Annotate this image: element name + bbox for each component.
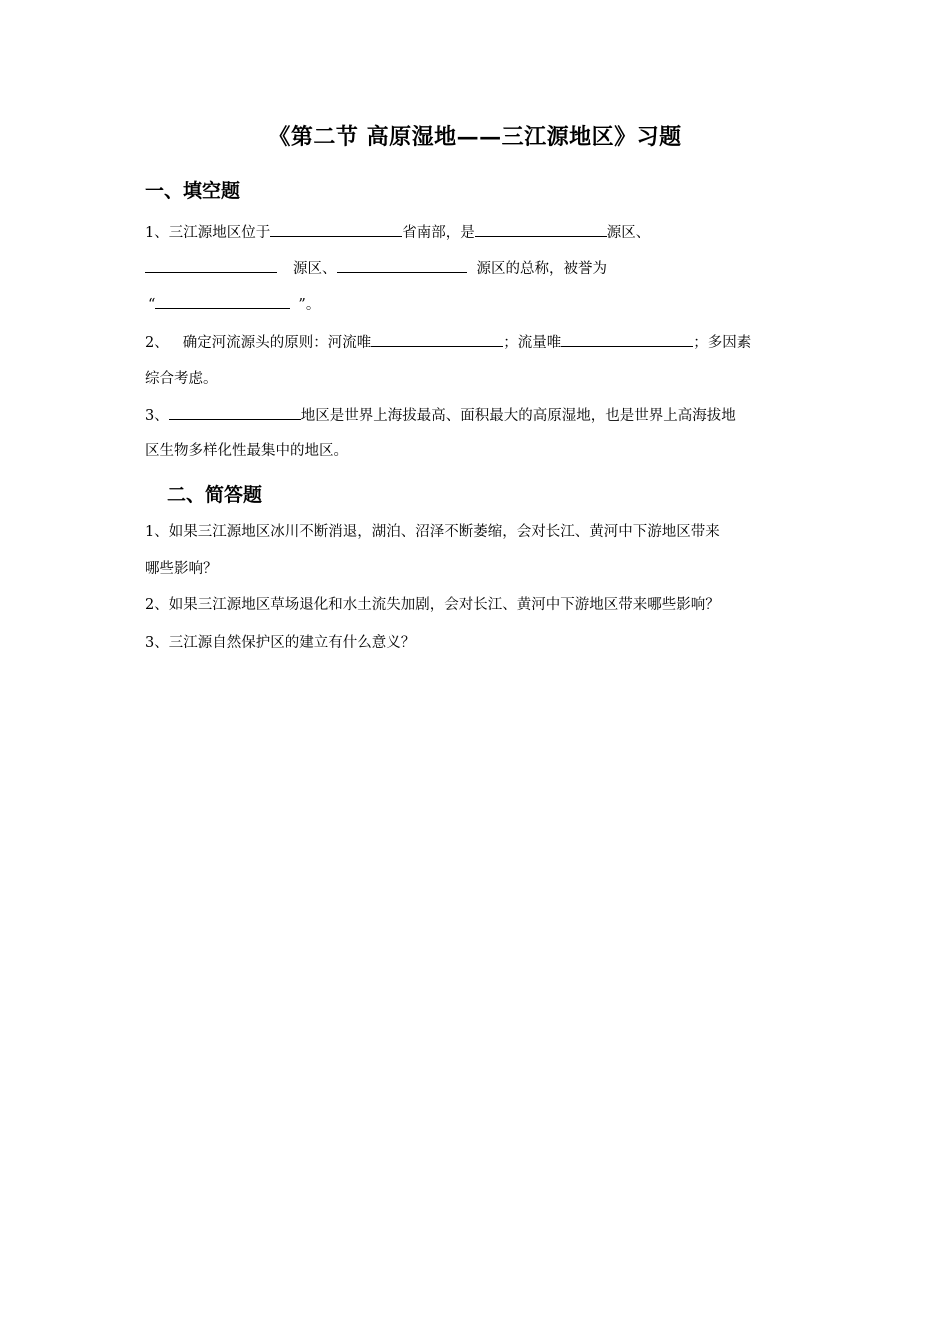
short-answer-2: 2、如果三江源地区草场退化和水土流失加剧，会对长江、黄河中下游地区带来哪些影响？ (145, 597, 720, 613)
question-text: 源区、 (293, 261, 337, 277)
document-title: 《第二节 高原湿地——三江源地区》习题 (268, 124, 682, 150)
answer-blank[interactable] (337, 258, 467, 273)
question-2-line-2 (145, 369, 218, 389)
section-heading-short-answer: 二、简答题 (167, 484, 263, 506)
answer-blank[interactable] (561, 332, 693, 347)
question-3-line-1 (145, 405, 736, 426)
section-heading-fill-blank: 一、填空题 (145, 180, 241, 202)
short-answer-1-line-1: 1、如果三江源地区冰川不断消退，湖泊、沼泽不断萎缩，会对长江、黄河中下游地区带来 (145, 524, 720, 540)
question-text: 确定河流源头的原则：河流唯 (182, 335, 372, 351)
question-1-line-2 (145, 258, 607, 279)
question-1-line-1 (145, 222, 650, 243)
answer-blank[interactable] (169, 405, 301, 420)
answer-blank[interactable] (270, 222, 402, 237)
question-text: 地区是世界上海拔最高、面积最大的高原湿地，也是世界上高海拔地 (300, 408, 736, 424)
question-text: 省南部，是 (402, 225, 475, 241)
answer-blank[interactable] (371, 332, 503, 347)
question-text: 源区的总称，被誉为 (476, 261, 607, 277)
answer-blank[interactable] (145, 258, 277, 273)
question-text: 区生物多样化性最集中的地区。 (145, 443, 348, 459)
question-2-line-1 (145, 332, 751, 353)
question-number: 1、 (145, 225, 169, 241)
question-number: 3、 (145, 408, 169, 424)
question-text: 综合考虑。 (145, 371, 218, 387)
question-text: ；多因素 (693, 335, 752, 351)
question-text: 源区、 (606, 225, 651, 241)
short-answer-3: 3、三江源自然保护区的建立有什么意义？ (145, 635, 416, 651)
question-text: 三江源地区位于 (168, 225, 271, 241)
question-3-line-2 (145, 441, 348, 461)
question-1-line-3 (148, 294, 320, 315)
answer-blank[interactable] (155, 294, 290, 309)
question-number: 2、 (145, 335, 169, 351)
open-quote: “ (148, 297, 156, 313)
short-answer-1-line-2: 哪些影响？ (145, 561, 218, 577)
question-text: ；流量唯 (503, 335, 562, 351)
close-quote: ”。 (298, 297, 321, 313)
answer-blank[interactable] (475, 222, 607, 237)
